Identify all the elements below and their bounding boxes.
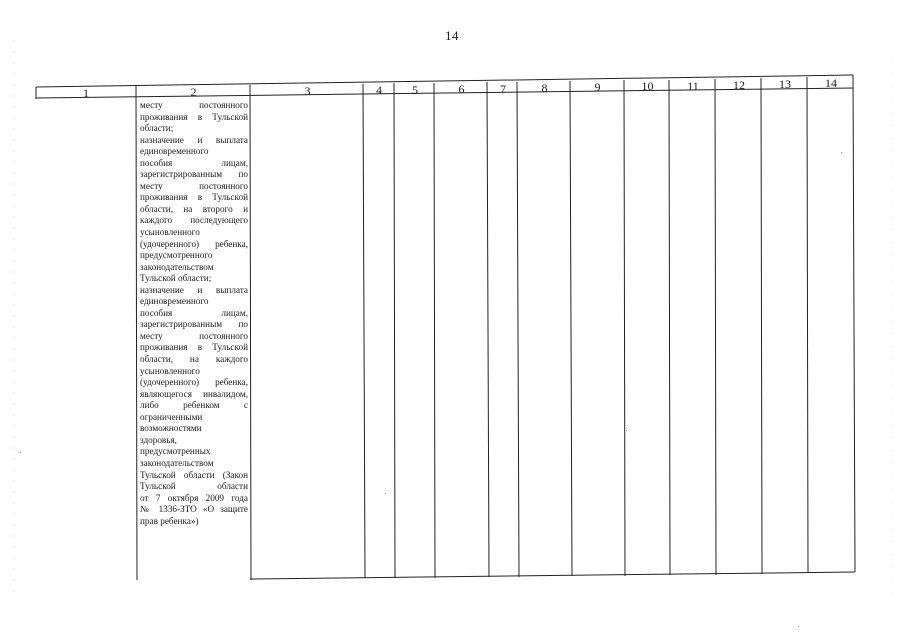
col-divider	[394, 83, 395, 578]
col-divider	[624, 80, 625, 576]
cell-text-line: усыновленного	[140, 365, 200, 376]
cell-text-line: назначение и выплата	[140, 134, 248, 145]
cell-text-line: каждого последующего	[140, 215, 248, 226]
cell-text-line: либо ребенком с	[140, 400, 248, 411]
header-col-8: 8	[541, 81, 548, 95]
cell-text-line: Тульской области	[140, 481, 248, 492]
header-col-2: 2	[190, 85, 197, 99]
cell-text-line: законодательством	[140, 261, 214, 272]
col-divider	[807, 77, 808, 573]
cell-text-line: являющегося инвалидом,	[140, 388, 248, 399]
cell-text-line: области;	[140, 123, 174, 134]
header-col-5: 5	[412, 83, 418, 97]
header-col-10: 10	[641, 79, 654, 93]
cell-text-line: от 7 октября 2009 года	[140, 492, 248, 503]
cell-text-line: возможностями	[140, 423, 202, 434]
cell-text-line: области, на каждого	[140, 354, 248, 365]
cell-text-line: № 1336-ЗТО «О защите	[140, 504, 248, 515]
header-col-9: 9	[594, 80, 601, 94]
col-divider	[761, 78, 762, 574]
scan-speck	[841, 152, 842, 153]
col-divider	[487, 82, 489, 577]
cell-text-line: здоровья,	[140, 434, 177, 445]
cell-text-line: пособия лицам,	[140, 157, 248, 168]
col-divider	[570, 81, 572, 576]
header-col-11: 11	[687, 79, 699, 93]
col-divider	[715, 79, 716, 575]
col-divider	[363, 84, 365, 578]
cell-text-line: усыновленного	[140, 227, 200, 238]
page-number: 14	[445, 28, 459, 43]
header-col-1: 1	[83, 86, 89, 100]
cell-text-line: законодательством	[140, 457, 214, 468]
cell-text-line: области, на второго и	[140, 203, 248, 214]
header-col-7: 7	[500, 82, 506, 96]
cell-text-line: прав ребенка»)	[140, 515, 199, 526]
table-right-border	[853, 75, 855, 572]
cell-text-line: предусмотренных	[140, 446, 211, 457]
header-col-6: 6	[458, 82, 465, 96]
cell-text-line: ограниченными	[140, 411, 203, 422]
header-col-4: 4	[376, 83, 382, 97]
header-col-12: 12	[733, 78, 745, 92]
cell-text-line: месту постоянного	[140, 180, 248, 191]
col-divider	[136, 86, 137, 580]
scan-speck	[20, 452, 21, 453]
cell-text-line: месту постоянного	[140, 100, 248, 110]
col-divider	[250, 85, 251, 580]
cell-text-line: предусмотренного	[140, 250, 213, 261]
cell-text-line: (удочеренного) ребенка,	[140, 238, 248, 249]
col-divider	[517, 82, 519, 577]
cell-text-line: зарегистрированным по	[140, 319, 248, 330]
cell-text-line: (удочеренного) ребенка,	[140, 377, 248, 388]
cell-text-line: проживания в Тульской	[140, 192, 248, 203]
cell-text-line: зарегистрированным по	[140, 169, 248, 180]
cell-text-line: пособия лицам,	[140, 307, 248, 318]
cell-text-line: месту постоянного	[140, 330, 248, 341]
cell-text-line: проживания в Тульской	[140, 342, 248, 353]
col-divider	[434, 83, 435, 578]
cell-text-line: единовременного	[140, 146, 209, 157]
cell-text-line: Тульской области (Закон	[140, 469, 248, 480]
cell-text-line: назначение и выплата	[140, 284, 248, 295]
table-bottom-border	[250, 572, 855, 579]
header-col-3: 3	[304, 84, 311, 98]
scan-speck	[385, 493, 386, 494]
header-col-14: 14	[825, 76, 837, 90]
cell-text-line: проживания в Тульской	[140, 111, 248, 122]
scan-speck	[798, 626, 799, 627]
header-col-13: 13	[779, 77, 791, 91]
table-cell-col-2	[140, 100, 248, 527]
cell-text-line: единовременного	[140, 296, 209, 307]
cell-text-line: Тульской области;	[140, 273, 212, 284]
scan-speck	[626, 430, 627, 431]
col-divider	[669, 80, 670, 575]
